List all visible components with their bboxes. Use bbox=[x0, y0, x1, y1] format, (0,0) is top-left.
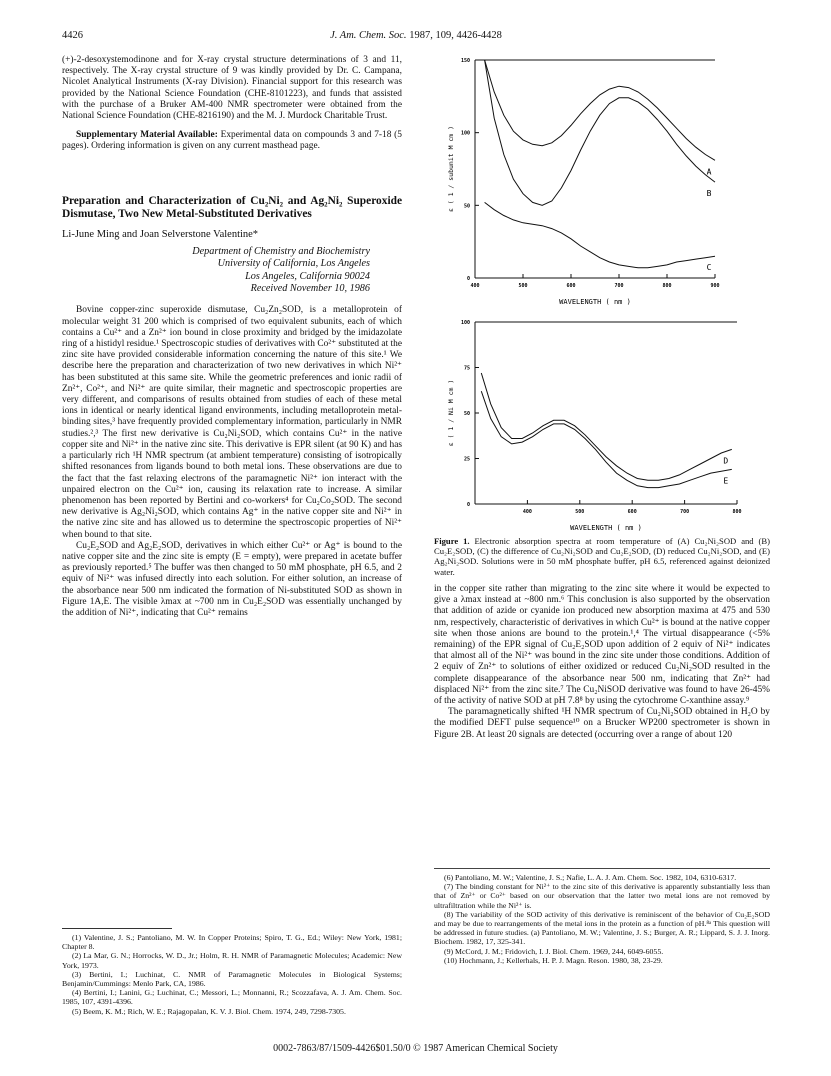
y-tick-label: 0 bbox=[466, 276, 470, 282]
x-tick-label: 500 bbox=[518, 283, 528, 289]
series-label-C: C bbox=[706, 263, 712, 273]
footnote: (7) The binding constant for Ni²⁺ to the zinc site of this derivative is apparently substantially less than that of Zn²⁺ or Co²⁺ based on our observation that the latter two metal ions are not removed by ultrafiltration while the Ni²⁺ is. bbox=[434, 882, 770, 910]
left-footnotes bbox=[62, 933, 402, 1016]
running-header bbox=[62, 30, 770, 46]
y-tick-label: 50 bbox=[463, 203, 470, 210]
series-label-B: B bbox=[706, 189, 712, 199]
x-tick-label: 800 bbox=[662, 283, 672, 289]
caption-text: Electronic absorption spectra at room temperature of (A) Cu₂Ni₂SOD and (B) Cu₂E₂SOD, (C) the difference of Cu₂Ni₂SOD and Cu₂E₂SOD, (D) reduced Cu₂Ni₂SOD, and (E) Ag₂Ni₂SOD. Solutions were in 50 mM phosphate buffer, pH 6.5, referenced against deionized water. bbox=[434, 536, 770, 577]
journal-year: 1987, bbox=[409, 30, 433, 41]
series-line-A bbox=[485, 60, 715, 160]
y-tick-label: 75 bbox=[463, 365, 470, 372]
x-tick-label: 600 bbox=[566, 283, 576, 289]
x-tick-label: 400 bbox=[522, 509, 532, 515]
y-tick-label: 150 bbox=[460, 58, 470, 64]
left-column bbox=[62, 55, 402, 619]
footnote: (2) La Mar, G. N.; Horrocks, W. D., Jr.; Holm, R. H. NMR of Paramagnetic Molecules; Academic: New York, 1973. bbox=[62, 951, 402, 970]
x-tick-label: 600 bbox=[627, 509, 637, 515]
footnote: (6) Pantoliano, M. W.; Valentine, J. S.; Nafie, L. A. J. Am. Chem. Soc. 1982, 104, 6310-6317. bbox=[444, 873, 737, 882]
page-footer: 0002-7863/87/1509-4426$01.50/0 © 1987 American Chemical Society bbox=[273, 1043, 558, 1054]
caption-label: Figure 1. bbox=[434, 536, 470, 546]
x-tick-label: 900 bbox=[710, 283, 720, 289]
x-tick-label: 700 bbox=[680, 509, 690, 515]
acknowledgment-text: (+)-2-desoxystemodinone and for X-ray crystal structure determinations of 3 and 11, respectively. The X-ray crystal structure of 9 was kindly provided by Dr. C. Campana, Nicolet Analytical Instruments (X-ray Division). Financial support for this research was provided by the National Science Foundation (CHE-8101223), and funds that assisted with the purchase of a Bruker AM-400 NMR spectrometer were obtained from the National Science Foundation (CHE-8216190) and the M. J. Murdock Charitable Trust. bbox=[62, 55, 402, 122]
x-tick-label: 700 bbox=[614, 283, 624, 289]
footnote: (5) Beem, K. M.; Rich, W. E.; Rajagopalan, K. V. J. Biol. Chem. 1974, 249, 7298-7305. bbox=[72, 1006, 346, 1016]
body-paragraph: Bovine copper-zinc superoxide dismutase, Cu₂Zn₂SOD, is a metalloprotein of molecular weight 31 200 which is comprised of two equivalent subunits, each of which contains a Cu²⁺ and a Zn²⁺ ion bound in close proximity and bridged by the imidazolate ring of a histidyl residue.¹ Spectroscopic studies of derivatives with Co²⁺ substituted at the zinc site have provided considerable information concerning the nature of this site.¹ We describe here the preparation and characterization of two new derivatives in which Ni²⁺ has been substituted at this same site. While the geometric preferences and ionic radii of Zn²⁺, Co²⁺, and Ni²⁺ are quite similar, their magnetic and spectroscopic properties are very different, and comparisons of results obtained from studies of each of these metal ions in identical or nearly identical ligand environments, including metalloprotein metal-binding sites,³ have frequently provided complementary information, particularly in NMR studies.²,³ The first new derivative is Cu₂Ni₂SOD, which contains Cu²⁺ in the native copper site and Ni²⁺ in the native zinc site. This derivative is EPR silent (at 90 K) and has a particularly rich ¹H NMR spectrum (at ambient temperature) consisting of isotropically shifted resonances from ligands bound to both metal ions. These observations are due to the fact that the fast relaxing electrons of the paramagnetic Ni²⁺ ion interact with the unpaired electron on the Cu²⁺ ion, causing its relaxation rate to increase. A similar phenomenon has been reported by Bertini and co-workers⁴ for Cu₂Co₂SOD. The second new derivative is Ag₂Ni₂SOD, which contains Ag⁺ in the native copper site and Ni²⁺ in the native zinc site and has allowed us to determine the spectroscopic properties of Ni²⁺ when bound to that site. bbox=[62, 305, 402, 540]
footnote: (9) McCord, J. M.; Fridovich, I. J. Biol. Chem. 1969, 244, 6049-6055. bbox=[444, 946, 664, 956]
footnote: (10) Hochmann, J.; Kellerhals, H. P. J. Magn. Reson. 1980, 38, 23-29. bbox=[444, 955, 663, 965]
supplementary-paragraph bbox=[62, 130, 402, 152]
journal-volume-pages: 109, 4426-4428 bbox=[435, 30, 502, 41]
y-tick-label: 0 bbox=[466, 502, 470, 508]
x-tick-label: 800 bbox=[732, 509, 742, 515]
body-paragraph: in the copper site rather than migrating to the zinc site where it would be expected to give a λmax instead at ~800 nm.⁶ This conclusion is also supported by the observation that addition of azide or cyanide ion produced new absorption maxima at 475 and 530 nm, respectively, characteristic of derivatives in which Cu²⁺ is bound at the native copper site when those anions are bound to the protein.¹,⁴ The virtual disappearance (<5% remaining) of the EPR signal of Cu₂E₂SOD upon addition of 2 equiv of Ni²⁺ indicates that almost all of the Ni²⁺ was bound in the zinc site under those conditions. Addition of 2 equiv of Zn²⁺ to solutions of either oxidized or reduced Cu₂Ni₂SOD resulted in the complete disappearance of the absorbance near 500 nm, indicating that Zn²⁺ had displaced Ni²⁺ from the zinc site.⁷ The Cu₂NiSOD derivative was found to have 26-45% of the activity of native SOD at pH 7.8⁸ by using the cytochrome C-xanthine assay.⁹ bbox=[434, 584, 770, 707]
footnote-rule bbox=[62, 928, 172, 929]
footnote: (1) Valentine, J. S.; Pantoliano, M. W. In Copper Proteins; Spiro, T. G., Ed.; Wiley: New York, 1981; Chapter 8. bbox=[62, 933, 402, 952]
x-tick-label: 500 bbox=[575, 509, 585, 515]
received-date: Received November 10, 1986 bbox=[250, 283, 370, 295]
spectrum-chart-lower bbox=[425, 312, 765, 534]
footnote: (3) Bertini, I.; Luchinat, C. NMR of Paramagnetic Molecules in Biological Systems; Benjamin/Cummings: Menlo Park, CA, 1986. bbox=[62, 969, 402, 989]
series-label-E: E bbox=[723, 476, 729, 486]
right-footnotes bbox=[434, 873, 770, 965]
figure-1-lower-chart bbox=[425, 312, 765, 539]
y-axis-label: ε ( 1 / Ni M cm ) bbox=[447, 379, 455, 447]
page-number: 4426 bbox=[62, 30, 83, 41]
right-column bbox=[434, 584, 770, 741]
x-axis-label: WAVELENGTH ( nm ) bbox=[559, 298, 631, 306]
y-tick-label: 25 bbox=[463, 456, 470, 463]
footnote: (8) The variability of the SOD activity of this derivative is reminiscent of the behavior of Cu₂E₂SOD and may be due to rearrangements of the metal ions in the protein as a function of pH.⁸ᵃ This question will be addressed in future studies. (a) Pantoliano, M. W.; Valentine, J. S.; Burger, A. R.; Lippard, S. J. J. Inorg. Biochem. 1982, 17, 325-341. bbox=[434, 909, 770, 947]
supplementary-text: Experimental data on compounds 3 and 7-18 (5 pages). Ordering information is given on any current masthead page. bbox=[62, 130, 402, 152]
footnote-rule bbox=[434, 868, 770, 869]
footnote: (4) Bertini, I.; Lanini, G.; Luchinat, C.; Messori, L.; Monnanni, R.; Scozzafava, A. J. Am. Chem. Soc. 1985, 107, 4391-4396. bbox=[62, 988, 402, 1007]
body-paragraph: Cu₂E₂SOD and Ag₂E₂SOD, derivatives in which either Cu²⁺ or Ag⁺ is bound to the native copper site and the zinc site is empty (E = empty), were prepared in acetate buffer as previously reported.⁵ The buffer was then changed to 50 mM phosphate, pH 6.5, and 2 equiv of Ni²⁺ was infused directly into each solution. For either solution, an increase of the absorbance near 500 nm indicated the formation of Ni-substituted SOD as shown in Figure 1A,E. The visible λmax at ~700 nm in Cu₂E₂SOD was essentially unchanged by the addition of Ni²⁺, indicating that Cu²⁺ remains bbox=[62, 540, 402, 618]
article-authors: Li-June Ming and Joan Selverstone Valentine* bbox=[62, 228, 259, 240]
body-paragraph: The paramagnetically shifted ¹H NMR spectrum of Cu₂Ni₂SOD obtained in H₂O by the modified DEFT pulse sequence¹⁰ on a Brucker WP200 spectrometer is shown in Figure 2B. At least 20 signals are detected (occurring over a range of about 120 bbox=[434, 707, 770, 740]
y-tick-label: 50 bbox=[463, 411, 470, 417]
author-address bbox=[62, 246, 370, 296]
address-line: Department of Chemistry and Biochemistry bbox=[192, 245, 370, 257]
journal-name: J. Am. Chem. Soc. bbox=[330, 30, 407, 41]
series-label-A: A bbox=[706, 167, 712, 177]
y-tick-label: 100 bbox=[460, 320, 470, 326]
series-line-D bbox=[481, 373, 732, 480]
address-line: University of California, Los Angeles bbox=[217, 258, 370, 270]
figure-1-upper-chart bbox=[425, 50, 765, 320]
spectrum-chart-upper bbox=[425, 50, 765, 315]
series-label-D: D bbox=[723, 456, 729, 466]
x-tick-label: 400 bbox=[470, 283, 480, 289]
address-line: Los Angeles, California 90024 bbox=[245, 270, 370, 282]
supplementary-label: Supplementary Material Available: bbox=[76, 130, 218, 141]
figure-caption bbox=[434, 536, 770, 577]
y-axis-label: ε ( 1 / subunit M cm ) bbox=[447, 125, 455, 213]
article-title: Preparation and Characterization of Cu₂Ni₂ and Ag₂Ni₂ Superoxide Dismutase, Two New Metal-Substituted Derivatives bbox=[62, 194, 402, 221]
journal-citation bbox=[62, 30, 770, 41]
x-axis-label: WAVELENGTH ( nm ) bbox=[570, 524, 642, 532]
series-line-E bbox=[481, 391, 732, 487]
y-tick-label: 100 bbox=[460, 130, 470, 137]
series-line-C bbox=[485, 202, 715, 267]
